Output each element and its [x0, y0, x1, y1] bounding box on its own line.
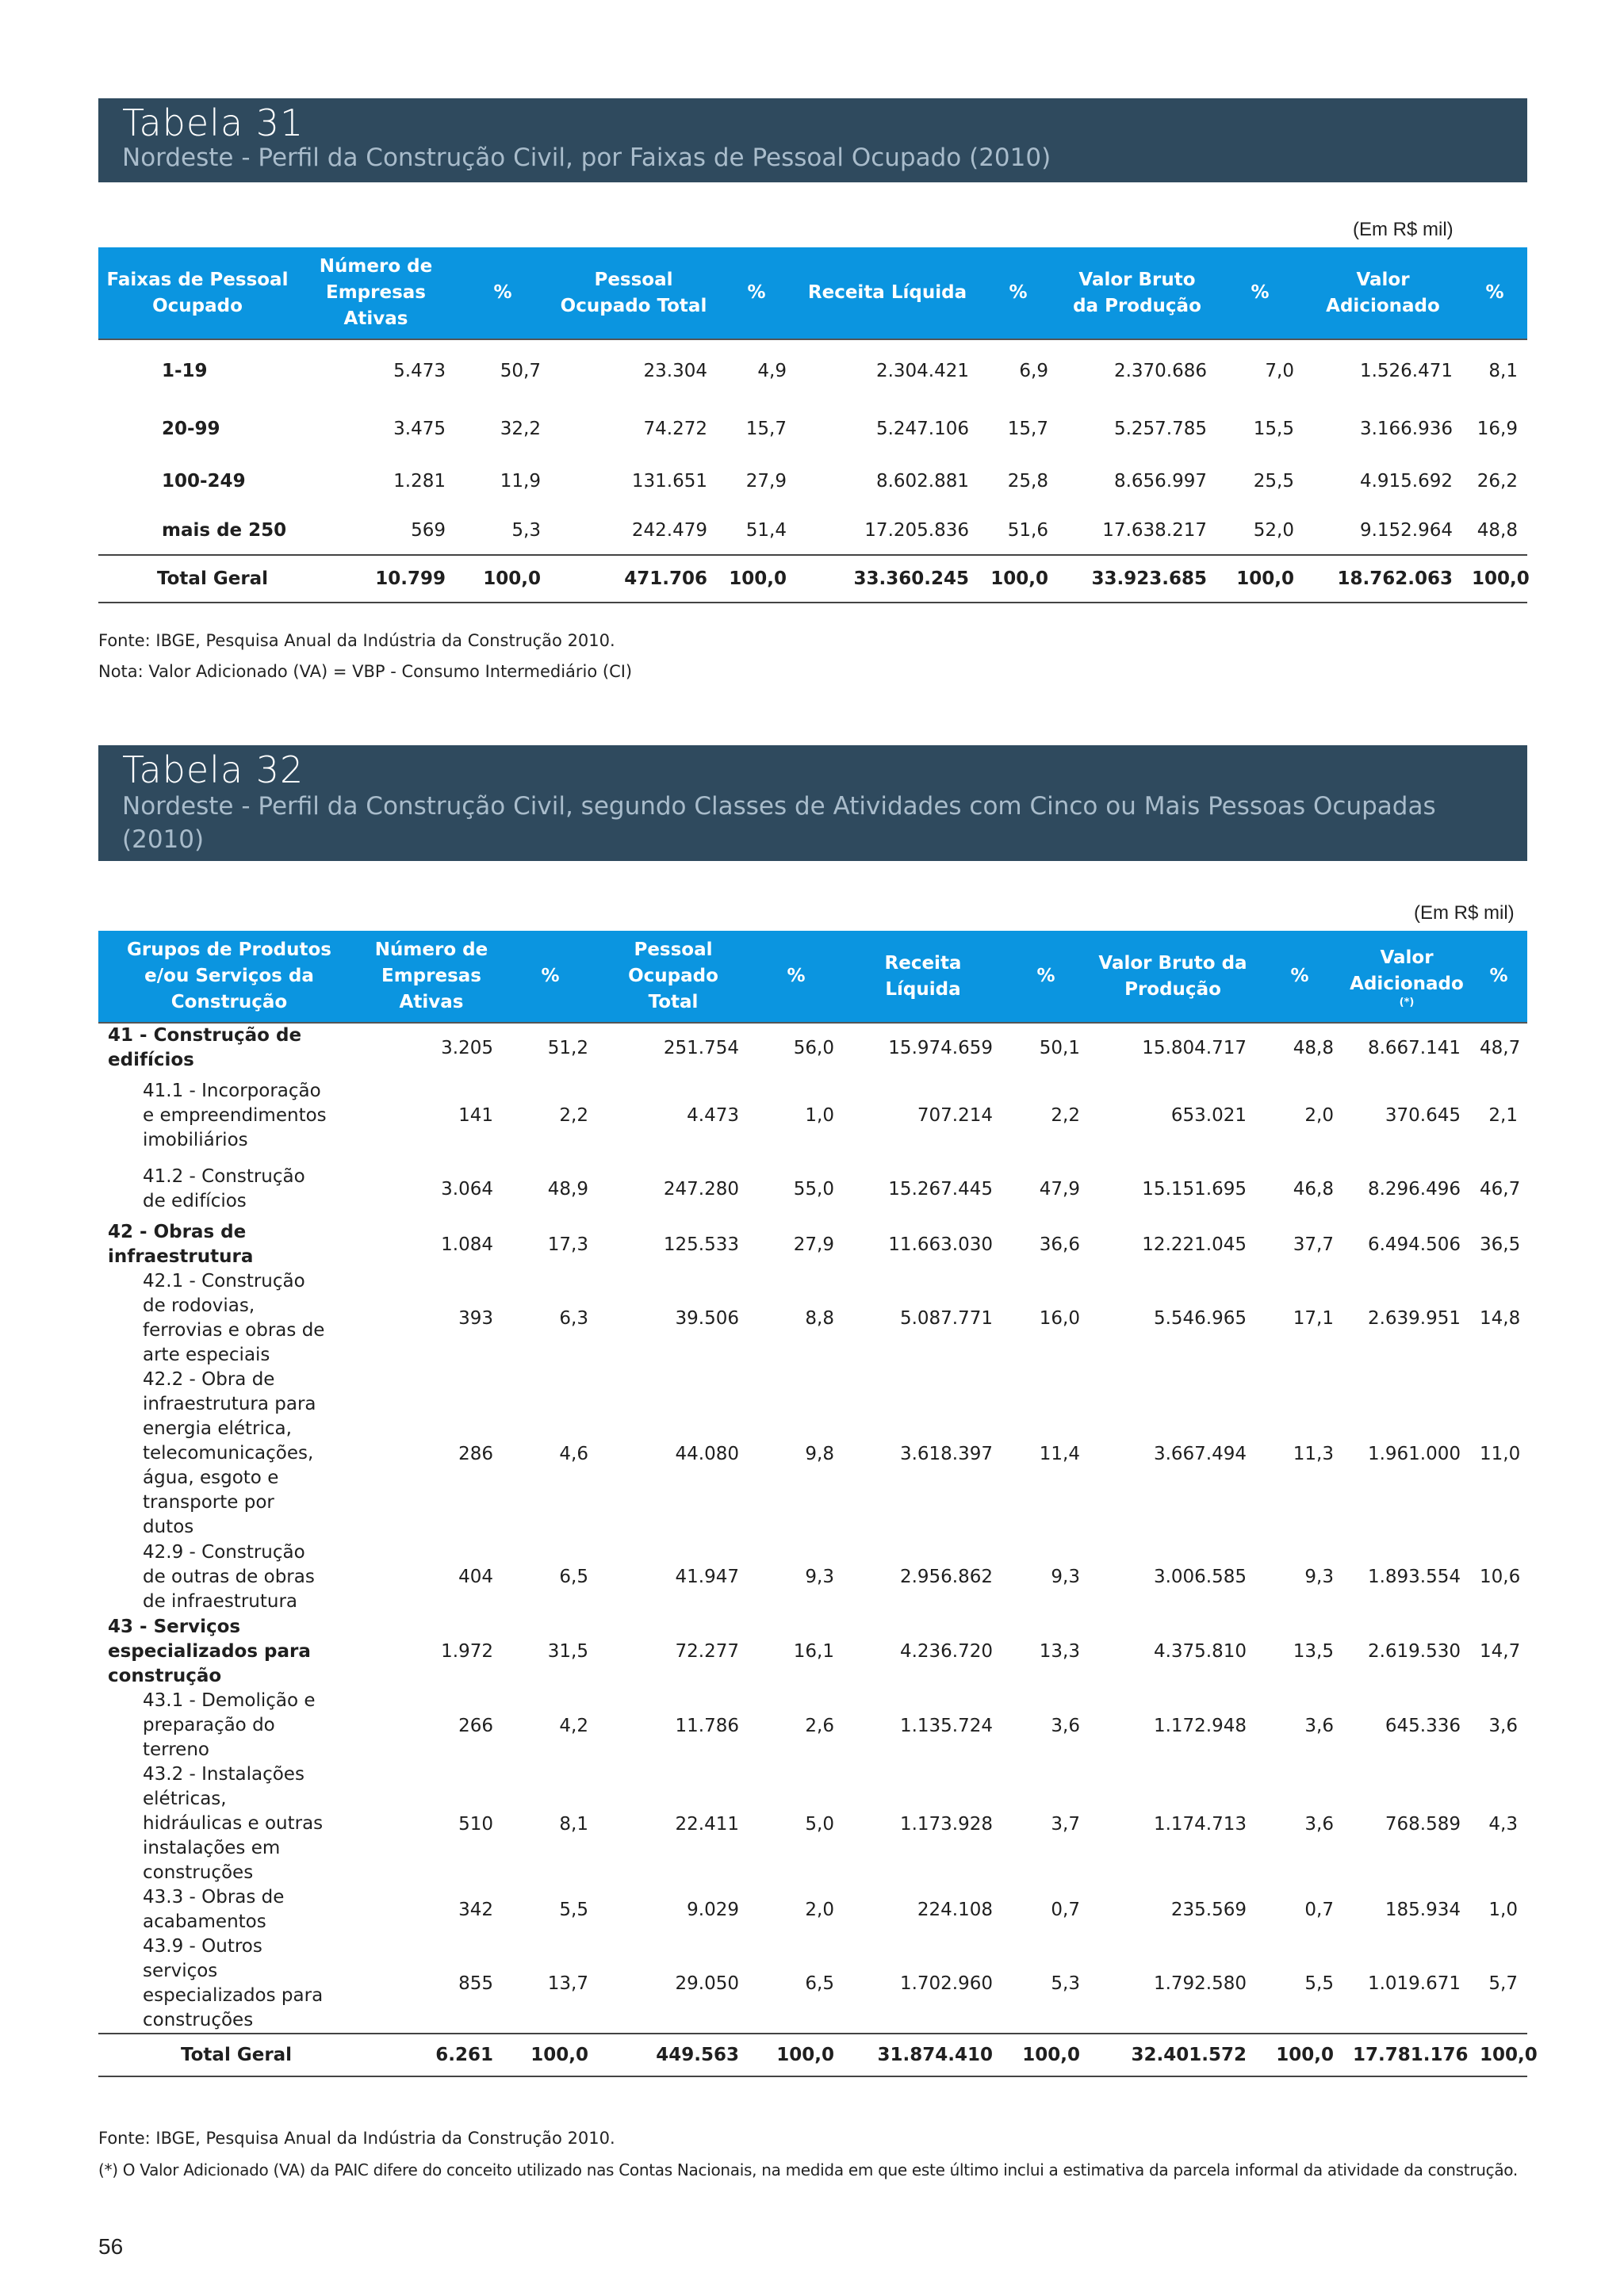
table32-header: Receita Líquida	[844, 931, 1002, 1023]
table32-header-row	[98, 931, 1527, 1023]
cell: 2,0	[805, 1900, 834, 1920]
table31-unit: (Em R$ mil)	[1353, 219, 1454, 240]
cell: 1.961.000	[1367, 1443, 1461, 1464]
cell: 29.050	[675, 1973, 739, 1994]
cell: 17,3	[547, 1234, 588, 1255]
cell: 27,9	[745, 471, 787, 492]
total-cell: 471.706	[550, 555, 717, 603]
cell: 370.645	[1385, 1105, 1461, 1126]
cell: 6,5	[805, 1973, 834, 1994]
cell: 3.618.397	[899, 1443, 993, 1464]
total-cell: 100,0	[1256, 2034, 1343, 2076]
total-cell: 449.563	[598, 2034, 749, 2076]
cell: 2,2	[1051, 1105, 1080, 1126]
cell: 48,8	[1477, 519, 1518, 541]
cell: 25,8	[1007, 471, 1048, 492]
row-label: 43.1 - Demolição e preparação do terreno	[143, 1690, 316, 1760]
cell: 17,1	[1293, 1308, 1334, 1329]
cell: 2.370.686	[1113, 360, 1207, 381]
total-cell: 10.799	[297, 555, 455, 603]
table31-header: %	[979, 247, 1058, 339]
cell: 1,0	[1488, 1900, 1518, 1920]
cell: 47,9	[1039, 1179, 1080, 1200]
subgroup-row	[98, 1885, 1527, 1934]
table31-header-row	[98, 247, 1527, 339]
cell: 9,3	[1304, 1567, 1334, 1587]
cell: 22.411	[675, 1813, 739, 1835]
cell: 2,6	[805, 1715, 834, 1736]
cell: 36,5	[1480, 1234, 1521, 1255]
subgroup-row	[98, 1762, 1527, 1885]
cell: 131.651	[631, 471, 707, 492]
cell: 510	[458, 1813, 493, 1835]
cell: 3.166.936	[1359, 419, 1453, 439]
cell: 44.080	[675, 1443, 739, 1464]
cell: 41.947	[675, 1567, 739, 1587]
subgroup-row	[98, 1073, 1527, 1158]
total-label: Total Geral	[98, 2034, 360, 2076]
table32-header	[1343, 931, 1470, 1023]
cell: 8.656.997	[1113, 471, 1207, 492]
total-label: Total Geral	[98, 555, 297, 603]
cell: 4,3	[1488, 1813, 1518, 1835]
table32-header: %	[1002, 931, 1090, 1023]
subgroup-row	[98, 1269, 1527, 1368]
cell: 56,0	[793, 1038, 834, 1058]
row-label: 42.9 - Construção de outras de obras de infraestrutura	[143, 1541, 315, 1612]
row-label: 43 - Serviços especializados para construção	[108, 1616, 311, 1686]
cell: 235.569	[1170, 1900, 1247, 1920]
cell: 14,7	[1480, 1641, 1521, 1662]
cell: 5.247.106	[875, 419, 969, 439]
cell: 16,9	[1477, 419, 1518, 439]
cell: 3.667.494	[1153, 1443, 1247, 1464]
table31-source: Fonte: IBGE, Pesquisa Anual da Indústria da Construção 2010.	[98, 631, 615, 650]
cell: 51,4	[745, 519, 787, 541]
cell: 52,0	[1253, 519, 1294, 541]
cell: 8.296.496	[1367, 1179, 1461, 1200]
table32-header: %	[503, 931, 598, 1023]
table32-unit: (Em R$ mil)	[1414, 902, 1515, 924]
table32-header: Número de Empresas Ativas	[360, 931, 503, 1023]
cell: 5.087.771	[899, 1308, 993, 1329]
cell: 11,9	[500, 471, 541, 492]
cell: 2.956.862	[899, 1567, 993, 1587]
cell: 2.304.421	[875, 360, 969, 381]
cell: 5.473	[393, 360, 446, 381]
cell: 10,6	[1480, 1567, 1521, 1587]
row-label: 41 - Construção de edifícios	[108, 1025, 302, 1070]
cell: 8.667.141	[1367, 1038, 1461, 1058]
cell: 1,0	[805, 1105, 834, 1126]
total-cell: 32.401.572	[1090, 2034, 1256, 2076]
cell: 185.934	[1385, 1900, 1461, 1920]
total-cell: 100,0	[749, 2034, 844, 2076]
table-row	[98, 506, 1527, 555]
table32-note: (*) O Valor Adicionado (VA) da PAIC difere do conceito utilizado nas Contas Nacionais, na medida em que este último inclui a estimativa da parcela informal da atividade da construção.	[98, 2160, 1518, 2179]
subgroup-row	[98, 1540, 1527, 1614]
cell: 569	[411, 519, 446, 541]
total-cell: 100,0	[717, 555, 796, 603]
table31-total-row	[98, 555, 1527, 603]
total-cell: 100,0	[455, 555, 550, 603]
cell: 5,7	[1488, 1973, 1518, 1994]
cell: 74.272	[643, 419, 707, 439]
cell: 46,8	[1293, 1179, 1334, 1200]
cell: 27,9	[793, 1234, 834, 1255]
cell: 14,8	[1480, 1308, 1521, 1329]
cell: 8,1	[559, 1813, 588, 1835]
table32-body	[98, 1023, 1527, 2034]
cell: 5,3	[511, 519, 541, 541]
cell: 50,7	[500, 360, 541, 381]
cell: 5,5	[559, 1900, 588, 1920]
row-label: 43.9 - Outros serviços especializados para construções	[143, 1936, 324, 2030]
group-row	[98, 1220, 1527, 1269]
cell: 2.619.530	[1367, 1641, 1461, 1662]
cell: 4.915.692	[1359, 471, 1453, 492]
cell: 9,3	[805, 1567, 834, 1587]
row-label: 43.2 - Instalações elétricas, hidráulicas e outras instalações em construções	[143, 1764, 324, 1883]
cell: 855	[458, 1973, 493, 1994]
row-label: 1-19	[162, 360, 208, 381]
cell: 51,2	[547, 1038, 588, 1058]
cell: 141	[458, 1105, 493, 1126]
asterisk-marker: (*)	[1399, 996, 1415, 1008]
table32-header: Pessoal Ocupado Total	[598, 931, 749, 1023]
cell: 31,5	[547, 1641, 588, 1662]
cell: 3.475	[393, 419, 446, 439]
cell: 16,0	[1039, 1308, 1080, 1329]
cell: 5,5	[1304, 1973, 1334, 1994]
cell: 15.151.695	[1142, 1179, 1247, 1200]
total-cell: 6.261	[360, 2034, 503, 2076]
row-label: mais de 250	[162, 519, 287, 541]
cell: 5,3	[1051, 1973, 1080, 1994]
subgroup-row	[98, 1934, 1527, 2034]
cell: 5,0	[805, 1813, 834, 1835]
table32	[98, 931, 1538, 2077]
table31-header: %	[1462, 247, 1527, 339]
cell: 8,8	[805, 1308, 834, 1329]
cell: 17.638.217	[1102, 519, 1207, 541]
cell: 342	[458, 1900, 493, 1920]
row-label: 20-99	[162, 419, 220, 439]
table32-source: Fonte: IBGE, Pesquisa Anual da Indústria da Construção 2010.	[98, 2129, 615, 2148]
total-cell: 33.360.245	[796, 555, 979, 603]
subgroup-row	[98, 1689, 1527, 1762]
table31	[98, 247, 1530, 603]
table32-header: Grupos de Produtos e/ou Serviços da Construção	[98, 931, 360, 1023]
cell: 768.589	[1385, 1813, 1461, 1835]
cell: 15,7	[745, 419, 787, 439]
table31-subtitle: Nordeste - Perfil da Construção Civil, por Faixas de Pessoal Ocupado (2010)	[122, 144, 1051, 172]
cell: 51,6	[1007, 519, 1048, 541]
cell: 13,5	[1293, 1641, 1334, 1662]
table31-header: Número de Empresas Ativas	[297, 247, 455, 339]
row-label: 42.1 - Construção de rodovias, ferrovias e obras de arte especiais	[143, 1271, 325, 1365]
cell: 4,9	[757, 360, 787, 381]
row-label: 42 - Obras de infraestrutura	[108, 1222, 254, 1267]
cell: 3,6	[1051, 1715, 1080, 1736]
cell: 242.479	[631, 519, 707, 541]
table31-header: %	[455, 247, 550, 339]
cell: 11.663.030	[888, 1234, 993, 1255]
row-label: 41.1 - Incorporação e empreendimentos imobiliários	[143, 1080, 327, 1150]
total-cell: 18.762.063	[1304, 555, 1462, 603]
total-cell: 100,0	[1462, 555, 1527, 603]
total-cell: 100,0	[1002, 2034, 1090, 2076]
cell: 4.375.810	[1153, 1641, 1247, 1662]
cell: 3.205	[441, 1038, 493, 1058]
table32-header-label: Valor Adicionado	[1350, 947, 1464, 994]
cell: 1.084	[441, 1234, 493, 1255]
cell: 25,5	[1253, 471, 1294, 492]
table31-note: Nota: Valor Adicionado (VA) = VBP - Consumo Intermediário (CI)	[98, 662, 633, 681]
total-cell: 17.781.176	[1343, 2034, 1470, 2076]
cell: 2,1	[1488, 1105, 1518, 1126]
subgroup-row	[98, 1158, 1527, 1220]
total-cell: 100,0	[1216, 555, 1304, 603]
cell: 12.221.045	[1142, 1234, 1247, 1255]
cell: 17.205.836	[864, 519, 969, 541]
cell: 645.336	[1385, 1715, 1461, 1736]
table31-header: Faixas de Pessoal Ocupado	[98, 247, 297, 339]
total-cell: 100,0	[979, 555, 1058, 603]
cell: 393	[458, 1308, 493, 1329]
cell: 5.546.965	[1153, 1308, 1247, 1329]
cell: 9.029	[687, 1900, 739, 1920]
table32-title: Tabela 32	[122, 748, 304, 791]
cell: 6,5	[559, 1567, 588, 1587]
group-row	[98, 1614, 1527, 1689]
cell: 2,2	[559, 1105, 588, 1126]
cell: 1.893.554	[1367, 1567, 1461, 1587]
cell: 48,8	[1293, 1038, 1334, 1058]
cell: 8.602.881	[875, 471, 969, 492]
table31-header: Pessoal Ocupado Total	[550, 247, 717, 339]
cell: 266	[458, 1715, 493, 1736]
page-number: 56	[98, 2234, 124, 2259]
cell: 15,7	[1007, 419, 1048, 439]
total-cell: 100,0	[503, 2034, 598, 2076]
cell: 11,0	[1480, 1443, 1521, 1464]
cell: 13,7	[547, 1973, 588, 1994]
cell: 50,1	[1039, 1038, 1080, 1058]
cell: 251.754	[663, 1038, 739, 1058]
table32-header: %	[1256, 931, 1343, 1023]
cell: 15.267.445	[888, 1179, 993, 1200]
cell: 1.172.948	[1153, 1715, 1247, 1736]
cell: 15.974.659	[888, 1038, 993, 1058]
cell: 6.494.506	[1367, 1234, 1461, 1255]
cell: 11.786	[675, 1715, 739, 1736]
cell: 125.533	[663, 1234, 739, 1255]
cell: 247.280	[663, 1179, 739, 1200]
cell: 1.281	[393, 471, 446, 492]
cell: 9,8	[805, 1443, 834, 1464]
cell: 224.108	[917, 1900, 993, 1920]
total-cell: 100,0	[1470, 2034, 1527, 2076]
cell: 9,3	[1051, 1567, 1080, 1587]
cell: 1.702.960	[899, 1973, 993, 1994]
cell: 7,0	[1265, 360, 1294, 381]
cell: 46,7	[1480, 1179, 1521, 1200]
cell: 48,9	[547, 1179, 588, 1200]
cell: 1.972	[441, 1641, 493, 1662]
table32-banner	[98, 745, 1527, 861]
group-row	[98, 1023, 1527, 1073]
table32-subtitle: Nordeste - Perfil da Construção Civil, segundo Classes de Atividades com Cinco ou Mais Pessoas Ocupadas (2010)	[122, 792, 1436, 854]
cell: 1.135.724	[899, 1715, 993, 1736]
cell: 653.021	[1170, 1105, 1247, 1126]
cell: 3.006.585	[1153, 1567, 1247, 1587]
cell: 32,2	[500, 419, 541, 439]
cell: 13,3	[1039, 1641, 1080, 1662]
cell: 4.236.720	[899, 1641, 993, 1662]
cell: 36,6	[1039, 1234, 1080, 1255]
cell: 11,4	[1039, 1443, 1080, 1464]
cell: 4,6	[559, 1443, 588, 1464]
cell: 4.473	[687, 1105, 739, 1126]
cell: 3,6	[1304, 1715, 1334, 1736]
cell: 55,0	[793, 1179, 834, 1200]
table-row	[98, 457, 1527, 506]
cell: 37,7	[1293, 1234, 1334, 1255]
cell: 11,3	[1293, 1443, 1334, 1464]
total-cell: 31.874.410	[844, 2034, 1002, 2076]
row-label: 41.2 - Construção de edifícios	[143, 1166, 305, 1211]
row-label: 43.3 - Obras de acabamentos	[143, 1887, 285, 1932]
row-label: 100-249	[162, 471, 246, 492]
cell: 72.277	[675, 1641, 739, 1662]
cell: 3,6	[1304, 1813, 1334, 1835]
cell: 3.064	[441, 1179, 493, 1200]
cell: 707.214	[917, 1105, 993, 1126]
cell: 404	[458, 1567, 493, 1587]
table31-header: %	[717, 247, 796, 339]
table-row	[98, 339, 1527, 401]
cell: 8,1	[1488, 360, 1518, 381]
table31-title: Tabela 31	[122, 101, 304, 144]
cell: 4,2	[559, 1715, 588, 1736]
row-label: 42.2 - Obra de infraestrutura para energia elétrica, telecomunicações, água, esgoto e transporte por dutos	[143, 1369, 316, 1537]
cell: 1.526.471	[1359, 360, 1453, 381]
table31-header: Receita Líquida	[796, 247, 979, 339]
cell: 2.639.951	[1367, 1308, 1461, 1329]
cell: 286	[458, 1443, 493, 1464]
cell: 16,1	[793, 1641, 834, 1662]
table31-header: Valor Adicionado	[1304, 247, 1462, 339]
cell: 0,7	[1051, 1900, 1080, 1920]
cell: 3,6	[1488, 1715, 1518, 1736]
table32-header: Valor Bruto da Produção	[1090, 931, 1256, 1023]
cell: 9.152.964	[1359, 519, 1453, 541]
table32-header: %	[1470, 931, 1527, 1023]
table32-header: %	[749, 931, 844, 1023]
cell: 1.174.713	[1153, 1813, 1247, 1835]
cell: 39.506	[675, 1308, 739, 1329]
cell: 6,9	[1019, 360, 1048, 381]
table31-header: %	[1216, 247, 1304, 339]
table31-banner	[98, 98, 1527, 182]
cell: 26,2	[1477, 471, 1518, 492]
table-row	[98, 401, 1527, 457]
cell: 1.019.671	[1367, 1973, 1461, 1994]
cell: 15.804.717	[1142, 1038, 1247, 1058]
cell: 0,7	[1304, 1900, 1334, 1920]
table32-total-row	[98, 2034, 1527, 2076]
cell: 6,3	[559, 1308, 588, 1329]
cell: 1.792.580	[1153, 1973, 1247, 1994]
cell: 48,7	[1480, 1038, 1521, 1058]
table31-header: Valor Bruto da Produção	[1058, 247, 1216, 339]
cell: 1.173.928	[899, 1813, 993, 1835]
total-cell: 33.923.685	[1058, 555, 1216, 603]
cell: 3,7	[1051, 1813, 1080, 1835]
cell: 2,0	[1304, 1105, 1334, 1126]
cell: 5.257.785	[1113, 419, 1207, 439]
cell: 15,5	[1253, 419, 1294, 439]
cell: 23.304	[643, 360, 707, 381]
subgroup-row	[98, 1368, 1527, 1540]
